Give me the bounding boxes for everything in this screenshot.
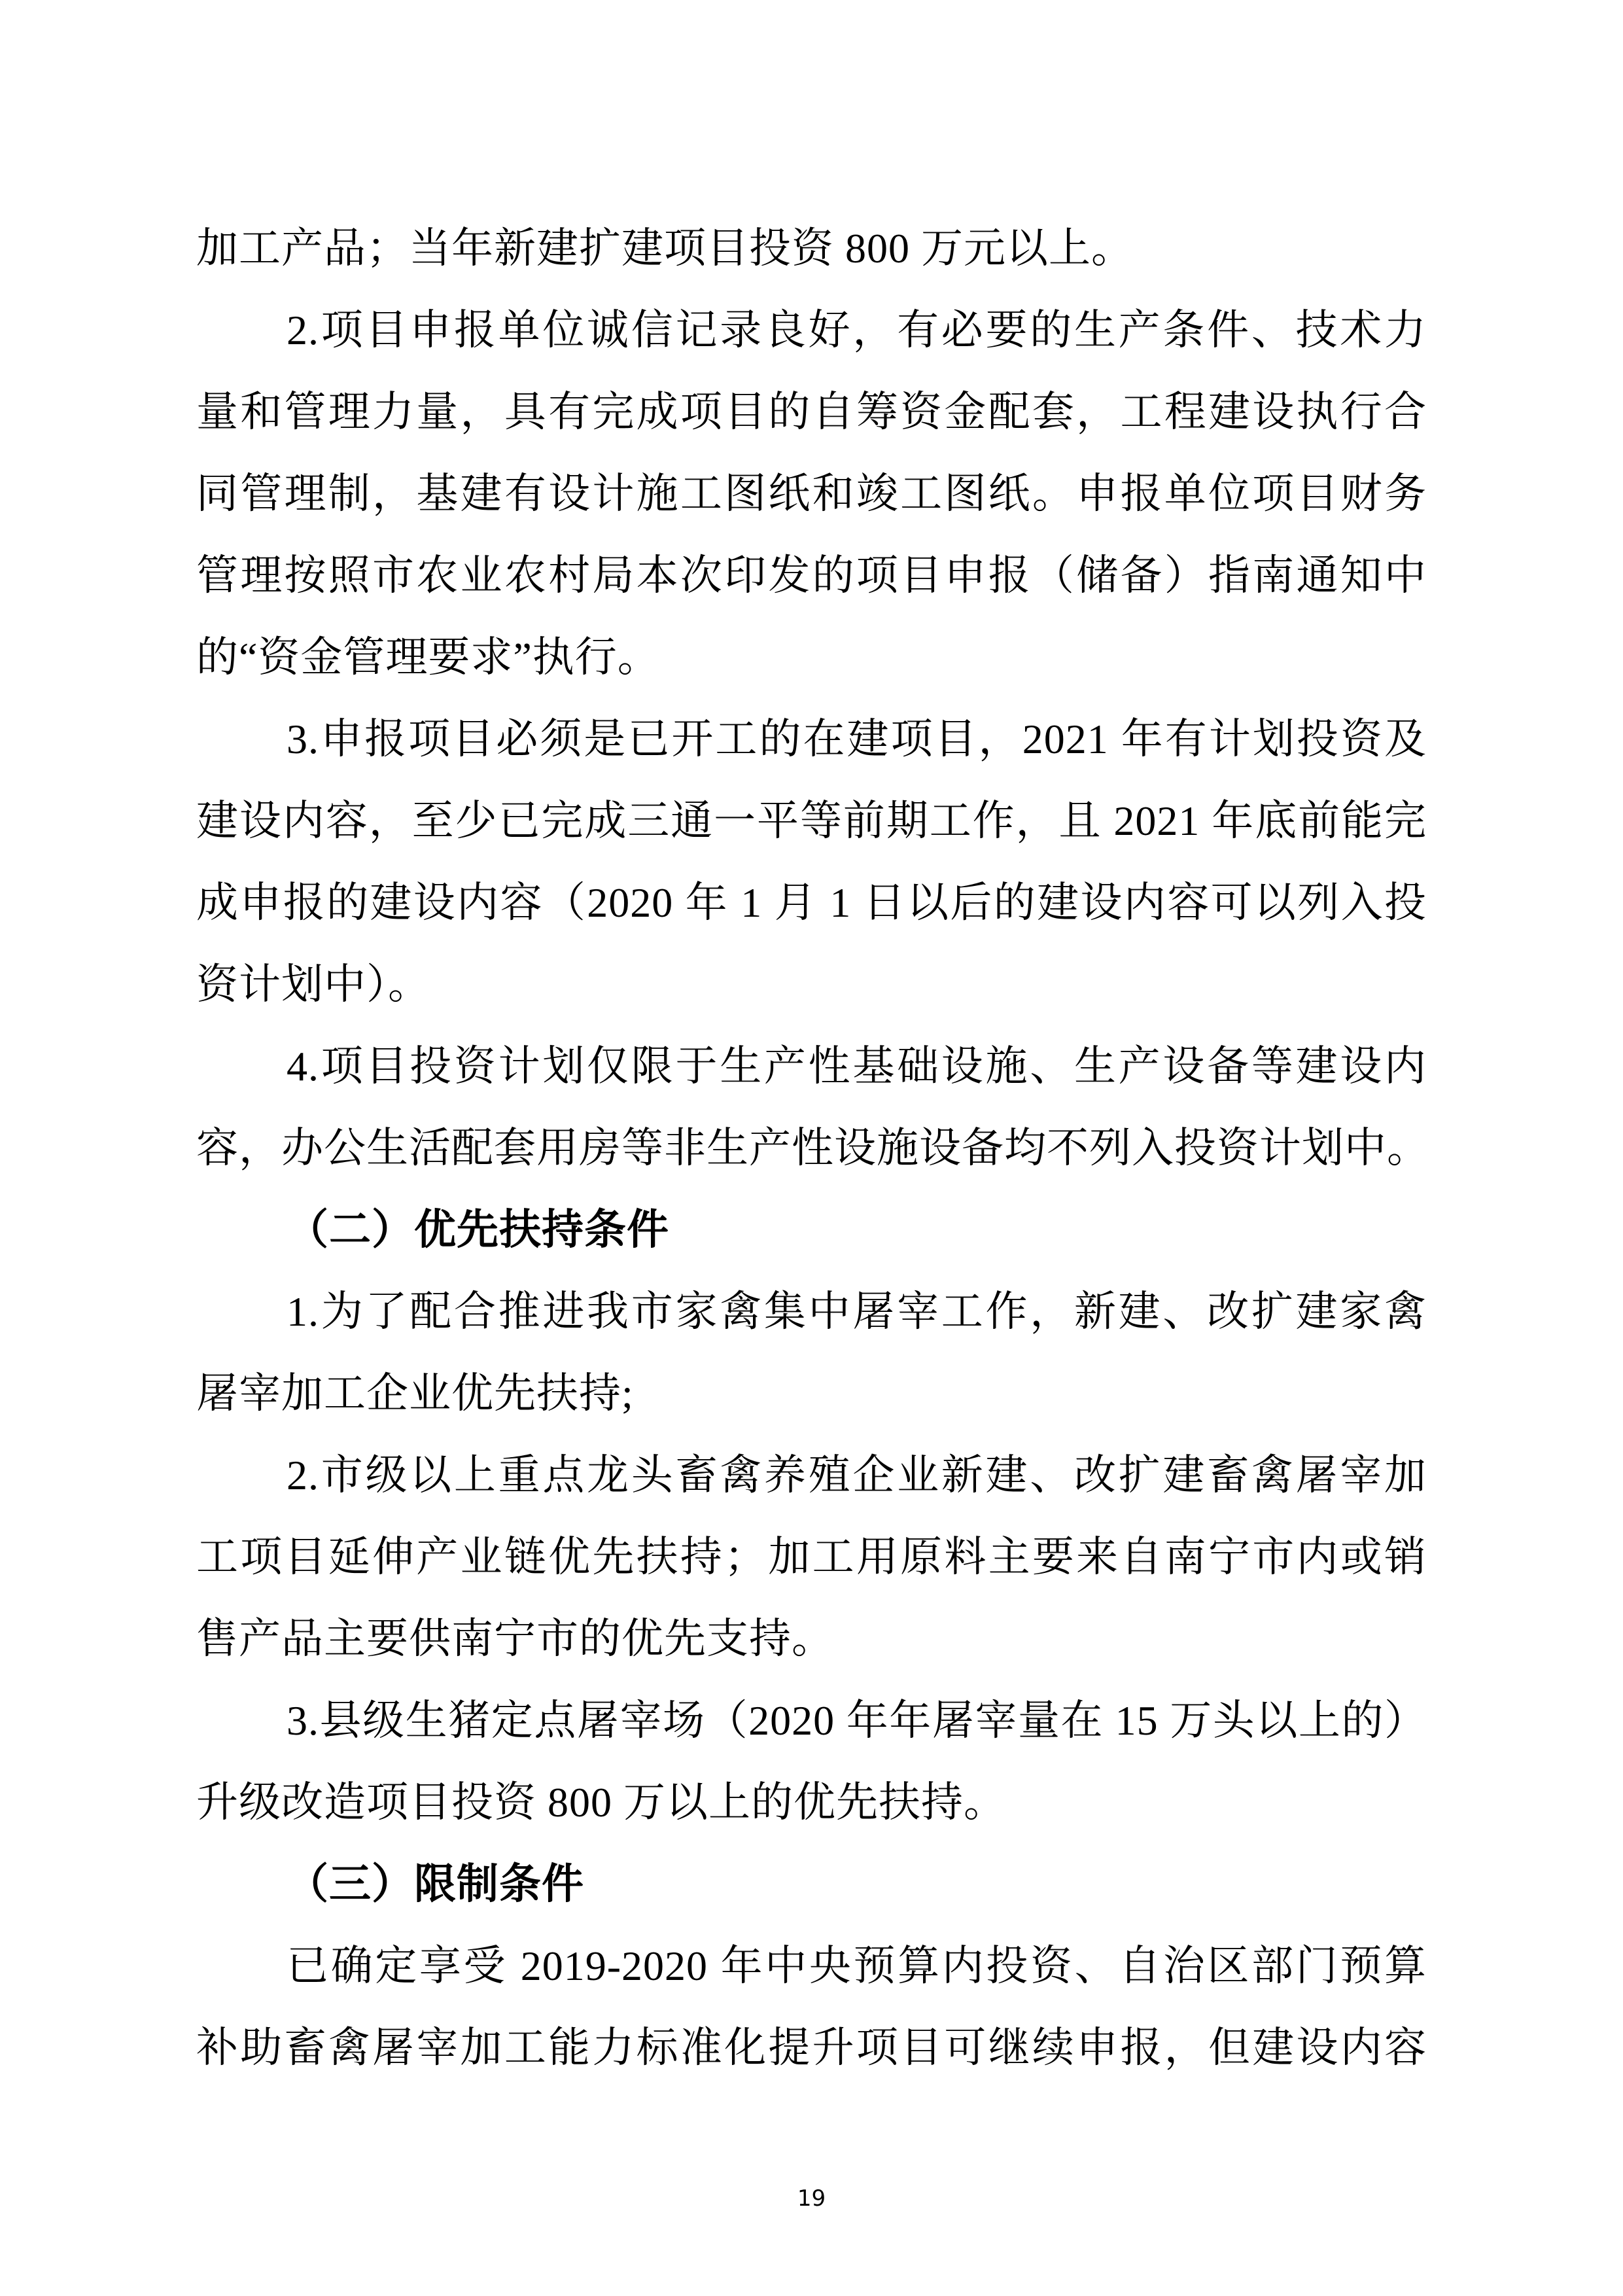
text-line: 已确定享受 2019-2020 年中央预算内投资、自治区部门预算 [287,1943,1427,1989]
page-footer [0,2185,1623,2225]
text-line: 3.申报项目必须是已开工的在建项目，2021 年有计划投资及 [287,716,1427,762]
text-line: 工项目延伸产业链优先扶持；加工用原料主要来自南宁市内或销 [196,1534,1427,1580]
text-line: 补助畜禽屠宰加工能力标准化提升项目可继续申报，但建设内容 [196,2024,1427,2071]
text-line: 2.市级以上重点龙头畜禽养殖企业新建、改扩建畜禽屠宰加 [287,1452,1427,1498]
text-line: 的“资金管理要求”执行。 [196,634,660,680]
text-line: 管理按照市农业农村局本次印发的项目申报（储备）指南通知中 [196,552,1427,599]
text-line: 升级改造项目投资 800 万以上的优先扶持。 [196,1779,1006,1826]
text-line: 容，办公生活配套用房等非生产性设施设备均不列入投资计划中。 [196,1125,1429,1171]
text-line: 成申报的建设内容（2020 年 1 月 1 日以后的建设内容可以列入投 [196,879,1427,926]
text-line: 2.项目申报单位诚信记录良好，有必要的生产条件、技术力 [287,307,1427,353]
text-line: 3.县级生猪定点屠宰场（2020 年年屠宰量在 15 万头以上的） [287,1697,1427,1744]
page-number: 19 [797,2185,826,2212]
text-line: 资计划中）。 [196,961,430,1008]
text-line: 同管理制，基建有设计施工图纸和竣工图纸。申报单位项目财务 [196,470,1427,517]
section-heading: （三）限制条件 [287,1861,584,1907]
text-line: 量和管理力量，具有完成项目的自筹资金配套，工程建设执行合 [196,389,1427,435]
text-line: 4.项目投资计划仅限于生产性基础设施、生产设备等建设内 [287,1043,1427,1089]
text-line: 1.为了配合推进我市家禽集中屠宰工作，新建、改扩建家禽 [287,1288,1427,1335]
text-line: 屠宰加工企业优先扶持; [196,1370,634,1417]
document-body [196,207,1427,2089]
text-line: 建设内容，至少已完成三通一平等前期工作，且 2021 年底前能完 [196,798,1427,844]
section-heading: （二）优先扶持条件 [287,1207,669,1253]
text-line: 售产品主要供南宁市的优先支持。 [196,1616,834,1662]
text-line: 加工产品；当年新建扩建项目投资 800 万元以上。 [196,225,1134,272]
